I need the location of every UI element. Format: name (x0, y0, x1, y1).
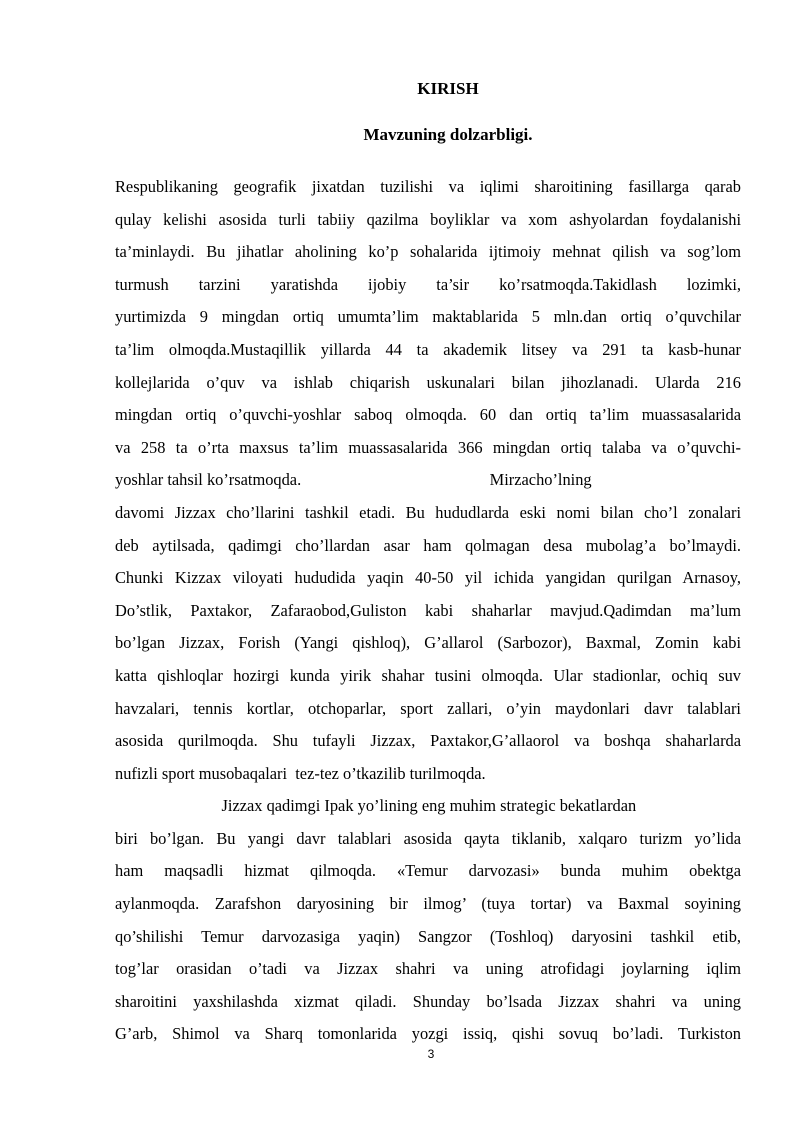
text-line: yurtimizda 9 mingdan ortiq umumta’lim maktablarida 5 mln.dan ortiq o’quvchilar (115, 307, 741, 327)
text-line: yoshlar tahsil ko’rsatmoqda. Mirzacho’lning (115, 470, 592, 490)
text-line: Chunki Kizzax viloyati hududida yaqin 40-50 yil ichida yangidan qurilgan Arnasoy, (115, 568, 741, 588)
text-line: aylanmoqda. Zarafshon daryosining bir ilmog’ (tuya tortar) va Baxmal soyining (115, 894, 741, 914)
text-line: va 258 ta o’rta maxsus ta’lim muassasalarida 366 mingdan ortiq talaba va o’quvchi- (115, 437, 741, 457)
text-line: G’arb, Shimol va Sharq tomonlarida yozgi issiq, qishi sovuq bo’ladi. Turkiston (115, 1024, 741, 1044)
text-line: Respublikaning geografik jixatdan tuzilishi va iqlimi sharoitining fasillarga qarab (115, 177, 741, 196)
text-line: ta’lim olmoqda.Mustaqillik yillarda 44 ta akademik litsey va 291 ta kasb-hunar (115, 339, 741, 359)
text-line: deb aytilsada, qadimgi cho’llardan asar ham qolmagan desa mubolag’a bo’lmaydi. (115, 535, 741, 555)
section-subtitle: Mavzuning dolzarbligi. (363, 125, 533, 144)
body-text (115, 171, 741, 1051)
text-line: tog’lar orasidan o’tadi va Jizzax shahri va uning atrofidagi joylarning iqlim (115, 959, 741, 979)
page-number: 3 (427, 1047, 435, 1061)
text-line: ta’minlaydi. Bu jihatlar aholining ko’p sohalarida ijtimoiy mehnat qilish va sog’lom (115, 242, 741, 262)
text-line: qo’shilishi Temur darvozasiga yaqin) Sangzor (Toshloq) daryosini tashkil etib, (115, 926, 741, 946)
text-line: qulay kelishi asosida turli tabiiy qazilma boyliklar va xom ashyolardan foydalanishi (115, 209, 741, 229)
text-line: sharoitini yaxshilashda xizmat qiladi. Shunday bo’lsada Jizzax shahri va uning (115, 991, 741, 1011)
text-line: havzalari, tennis kortlar, otchoparlar, sport zallari, o’yin maydonlari davr talablari (115, 698, 741, 718)
text-line: ham maqsadli hizmat qilmoqda. «Temur darvozasi» bunda muhim obektga (115, 861, 741, 881)
text-line: Jizzax qadimgi Ipak yo’lining eng muhim strategic bekatlardan (115, 796, 637, 816)
page-title: KIRISH (417, 79, 479, 98)
text-line: turmush tarzini yaratishda ijobiy ta’sir ko’rsatmoqda.Takidlash lozimki, (115, 274, 741, 294)
text-line: nufizli sport musobaqalari tez-tez o’tkazilib turilmoqda. (115, 763, 486, 783)
text-line: biri bo’lgan. Bu yangi davr talablari asosida qayta tiklanib, xalqaro turizm yo’lida (115, 828, 741, 848)
text-line: kollejlarida o’quv va ishlab chiqarish uskunalari bilan jihozlanadi. Ularda 216 (115, 372, 741, 392)
text-line: asosida qurilmoqda. Shu tufayli Jizzax, Paxtakor,G’allaorol va boshqa shaharlarda (115, 731, 741, 751)
text-line: davomi Jizzax cho’llarini tashkil etadi. Bu hududlarda eski nomi bilan cho’l zonalari (115, 502, 741, 522)
text-line: mingdan ortiq o’quvchi-yoshlar saboq olmoqda. 60 dan ortiq ta’lim muassasalarida (115, 405, 741, 425)
text-line: bo’lgan Jizzax, Forish (Yangi qishloq), G’allarol (Sarbozor), Baxmal, Zomin kabi (115, 633, 741, 653)
text-line: katta qishloqlar hozirgi kunda yirik shahar tusini olmoqda. Ular stadionlar, ochiq suv (115, 665, 741, 685)
text-line: Do’stlik, Paxtakor, Zafaraobod,Guliston kabi shaharlar mavjud.Qadimdan ma’lum (115, 600, 741, 620)
